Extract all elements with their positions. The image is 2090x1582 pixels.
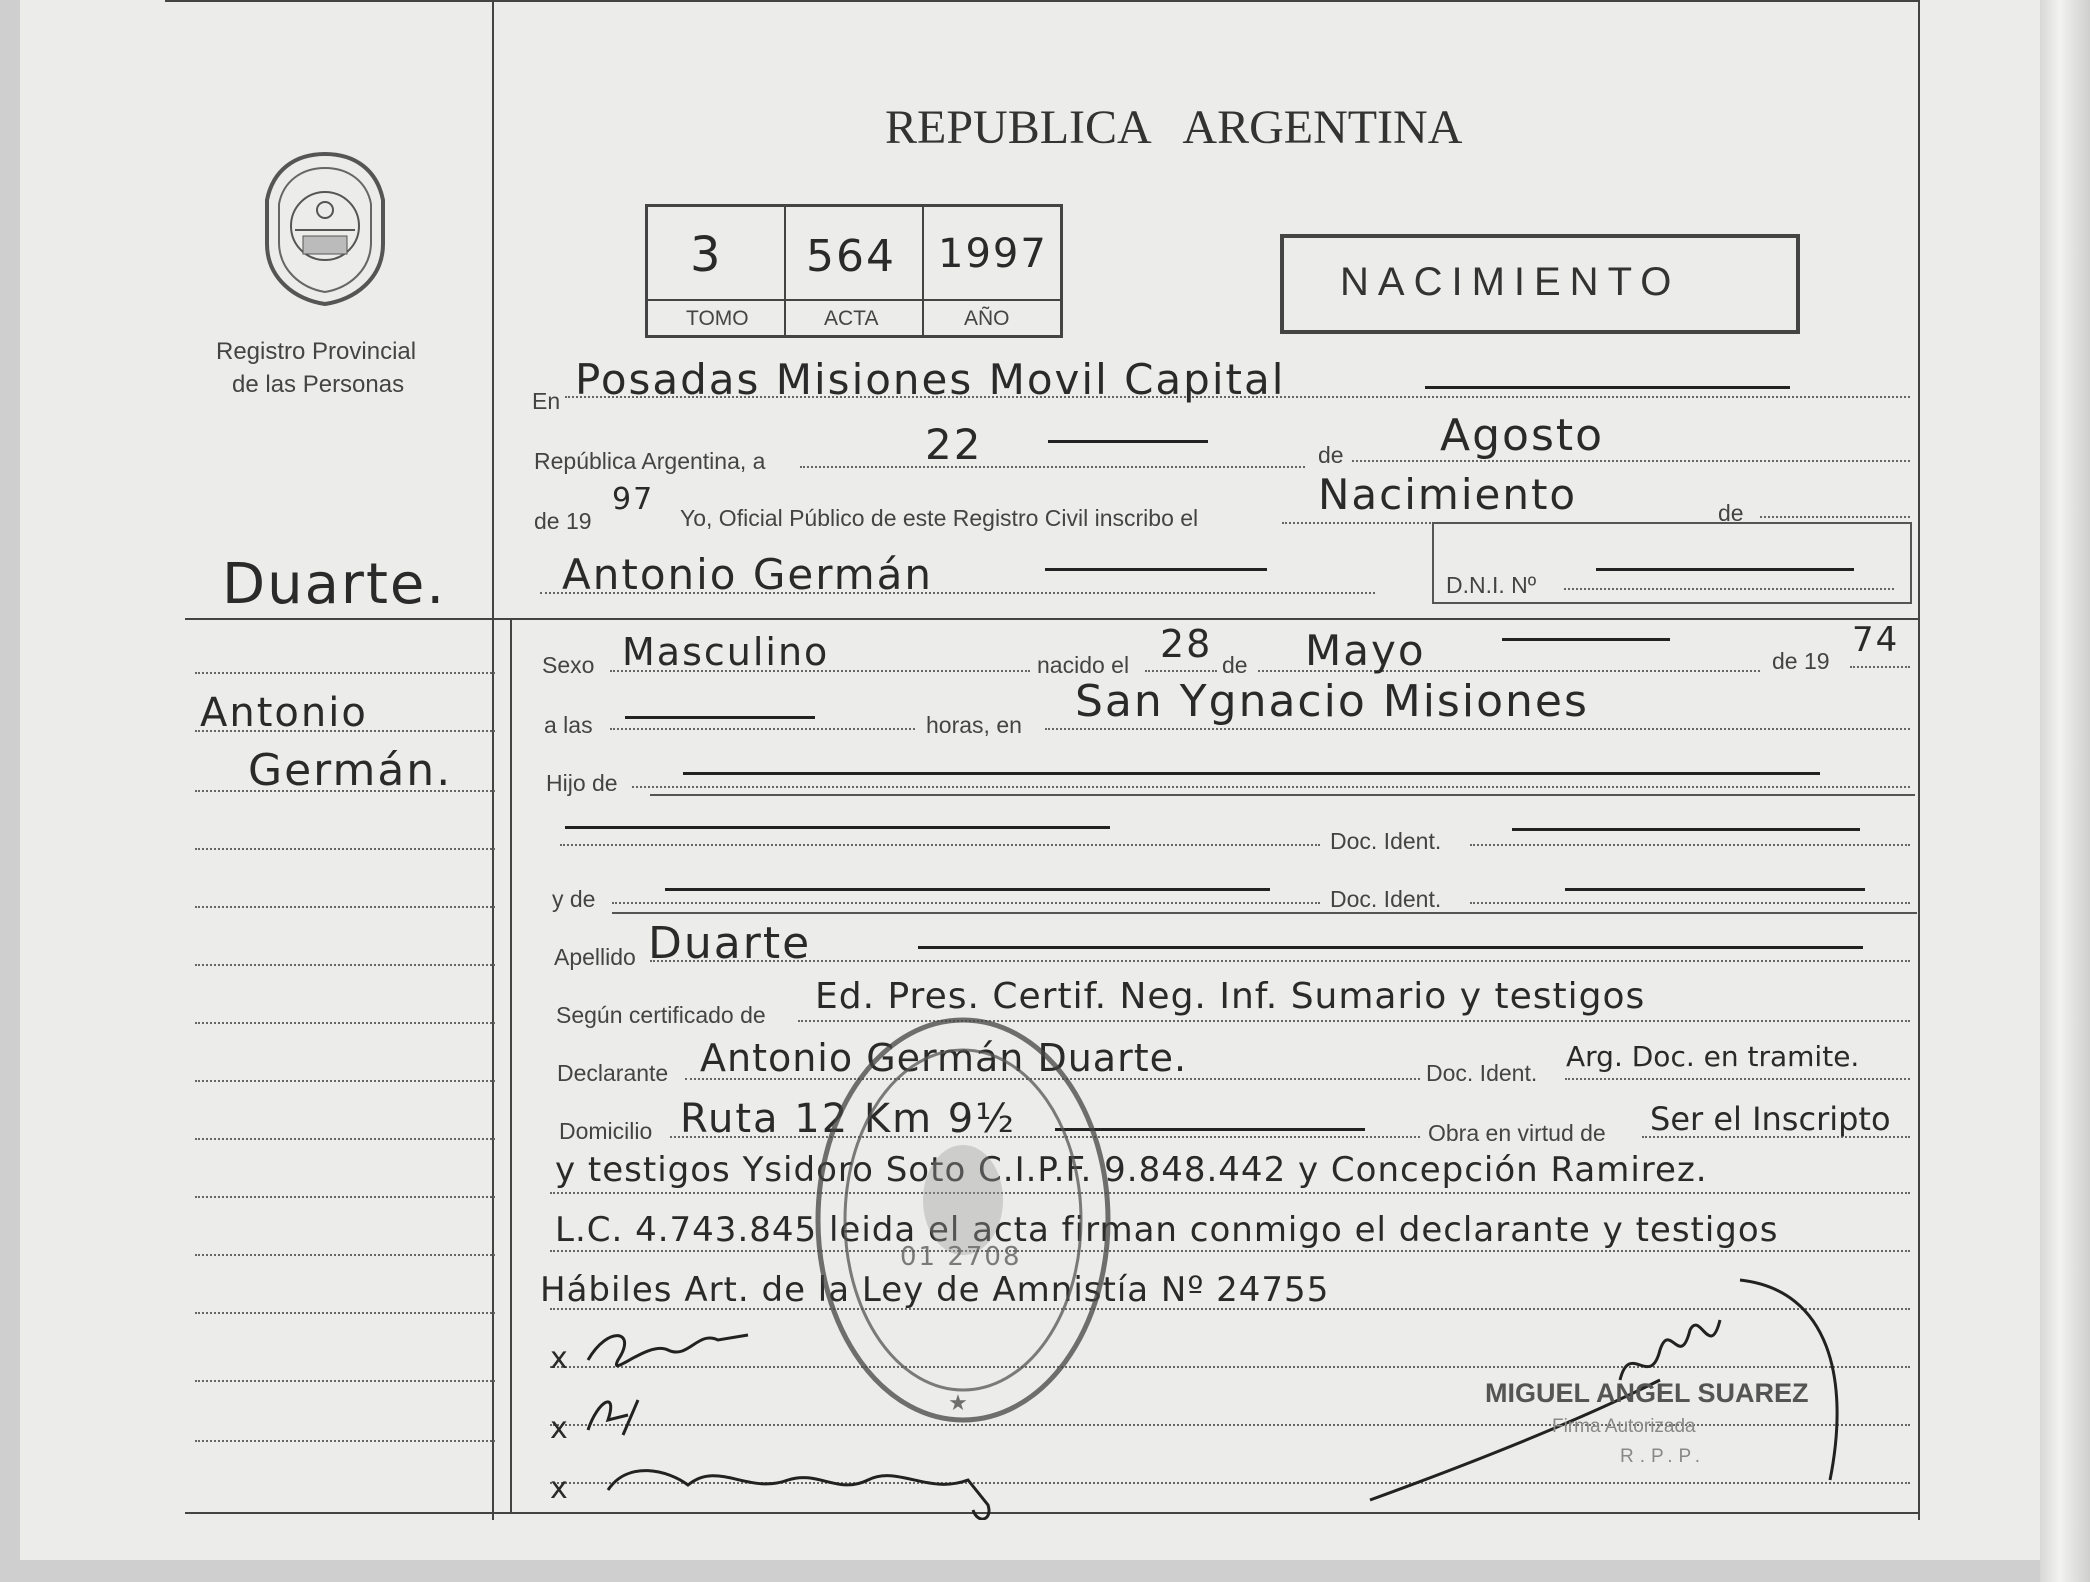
record-number-box [645,204,1063,338]
line-birthplace [1045,728,1910,730]
label-de-3: de [1222,652,1248,678]
field-birth-month: Mayo [1305,626,1426,675]
line-surname [650,960,1910,962]
field-address: Ruta 12 Km 9½ [680,1096,1016,1142]
field-declarant-doc: Arg. Doc. en tramite. [1566,1040,1860,1073]
tomo-label: TOMO [686,307,749,330]
field-birthplace: San Ygnacio Misiones [1075,676,1589,727]
field-place: Posadas Misiones Movil Capital [575,355,1286,404]
label-horas: horas, en [926,712,1022,738]
country-title: REPUBLICA ARGENTINA [885,101,1463,154]
svg-text:x: x [550,1341,568,1376]
filler-dash [665,888,1270,891]
label-en: En [532,388,561,414]
line-father-name [560,844,1320,846]
label-sexo: Sexo [542,652,595,678]
field-observation-2: L.C. 4.743.845 leida el acta firman conmigo el declarante y testigos [555,1210,1779,1250]
label-declarante: Declarante [557,1060,669,1086]
label-alas: a las [544,712,593,738]
line-doc-3 [1565,1078,1910,1080]
line-de [1760,516,1910,518]
label-apellido: Apellido [554,944,636,970]
line-obs-2 [550,1250,1910,1252]
line-mother [612,902,1320,904]
misiones-seal-icon [255,148,395,308]
right-border [1918,0,1920,1520]
act-type-label: NACIMIENTO [1340,260,1681,304]
anio-value: 1997 [938,231,1048,277]
line-day [800,466,1305,468]
line-doc-1 [1470,844,1910,846]
line-father [632,786,1910,788]
official-role: Firma Autorizada [1552,1416,1696,1437]
official-stamp [808,1010,1118,1430]
label-de-2: de [1718,500,1744,526]
official-code: R.P.P. [1620,1446,1707,1467]
margin-surname: Duarte. [222,552,447,617]
field-name: Antonio Germán [562,550,934,599]
filler-dash [683,772,1820,775]
filler-dash [625,716,815,719]
filler-dash [1045,568,1267,571]
label-de19: de 19 [534,508,592,534]
line-name [540,592,1375,594]
page-stack-edge [2040,0,2090,1582]
line-month [1352,460,1910,462]
inner-divider [510,618,512,1512]
stamp-number: 01 2708 [900,1242,1022,1272]
field-month: Agosto [1440,410,1605,461]
rule [650,794,1915,796]
top-border [165,0,1920,2]
field-declarant: Antonio Germán Duarte. [700,1036,1188,1080]
field-observation-1: y testigos Ysidoro Soto C.I.P.F. 9.848.442 y Concepción Ramirez. [555,1150,1708,1190]
line-hour [610,728,915,730]
margin-given-name-2: Germán. [248,745,453,796]
field-day: 22 [925,420,983,469]
label-hijo: Hijo de [546,770,618,796]
field-observation-3: Hábiles Art. de la Ley de Amnistía Nº 24755 [540,1270,1330,1310]
acta-label: ACTA [824,307,879,330]
registry-name-line1: Registro Provincial [216,338,417,365]
label-segun: Según certificado de [556,1002,766,1028]
line-obs-1 [550,1192,1910,1194]
line-birth-year [1850,666,1910,668]
label-doc-2: Doc. Ident. [1330,886,1442,912]
official-name: MIGUEL ANGEL SUAREZ [1485,1378,1809,1408]
label-domicilio: Domicilio [559,1118,653,1144]
filler-dash [1425,386,1790,389]
label-nacido: nacido el [1037,652,1130,678]
act-type-box [1280,234,1800,334]
rule [612,912,1917,914]
section-divider [185,618,1918,620]
svg-text:x: x [550,1411,568,1446]
margin-given-name-1: Antonio [200,690,368,736]
field-sex: Masculino [622,630,830,674]
field-surname: Duarte [648,918,812,969]
filler-dash [918,946,1863,949]
field-obra: Ser el Inscripto [1650,1100,1891,1138]
field-type: Nacimiento [1318,470,1578,519]
label-doc-1: Doc. Ident. [1330,828,1442,854]
label-inscribo: Yo, Oficial Público de este Registro Civil inscribo el [680,505,1199,531]
line-birth-day [1145,670,1217,672]
field-birth-year: 74 [1852,620,1900,660]
label-doc-3: Doc. Ident. [1426,1060,1538,1086]
field-certificate: Ed. Pres. Certif. Neg. Inf. Sumario y testigos [815,976,1646,1017]
filler-dash [1502,638,1670,641]
label-de1919: de 19 [1772,648,1830,674]
svg-text:★: ★ [948,1390,968,1415]
filler-dash [1565,888,1865,891]
acta-value: 564 [806,231,896,282]
label-obra: Obra en virtud de [1428,1120,1606,1146]
label-yde: y de [552,886,596,912]
margin-divider [492,0,494,1520]
anio-label: AÑO [964,307,1010,330]
filler-dash [1048,440,1208,443]
tomo-value: 3 [690,227,723,283]
label-de: de [1318,442,1344,468]
registry-name-line2: de las Personas [232,371,405,398]
filler-dash [565,826,1110,829]
line-doc-2 [1470,902,1910,904]
field-birth-day: 28 [1160,622,1213,666]
filler-dash [1512,828,1860,831]
label-dni: D.N.I. Nº [1446,572,1537,598]
label-republica: República Argentina, a [534,448,766,474]
dni-box [1432,522,1912,604]
svg-text:x: x [550,1471,568,1506]
field-year: 97 [612,482,655,517]
